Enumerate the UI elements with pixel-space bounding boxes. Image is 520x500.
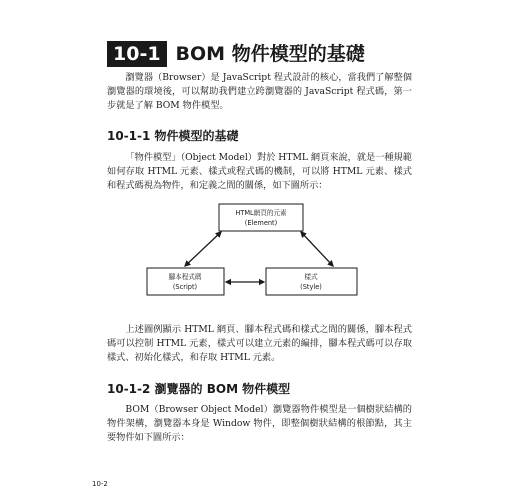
section-heading-10-1-2: 10-1-2 瀏覽器的 BOM 物件模型 — [107, 382, 291, 396]
intro-paragraph: 瀏覽器（Browser）是 JavaScript 程式設計的核心，當我們了解整個瀏覽器的環境後，可以幫助我們建立跨瀏覽器的 JavaScript 程式碼，第一步就是了解 BOM 物件模型。 — [107, 72, 412, 111]
object-model-diagram — [140, 203, 380, 303]
element-node-label: HTML網頁的元素 — [235, 209, 287, 217]
style-node-label: 樣式 — [304, 273, 318, 281]
element-style-arrow — [301, 232, 333, 266]
section-paragraph-10-1-1: 「物件模型」（Object Model）對於 HTML 網頁來說，就是一種規範如何存取 HTML 元素、樣式或程式碼的機制，可以將 HTML 元素、樣式和程式碼視為物件，和定義之間的關係，如下圖所示： — [107, 152, 412, 191]
element-node — [219, 204, 303, 231]
page-number: 10-2 — [92, 480, 108, 488]
script-node-label: 腳本程式碼 — [168, 273, 202, 281]
section-heading-10-1-1: 10-1-1 物件模型的基礎 — [107, 129, 239, 143]
element-node-sublabel: (Element) — [244, 219, 278, 227]
script-node — [147, 268, 224, 295]
element-script-arrow — [185, 232, 221, 266]
chapter-heading — [107, 41, 365, 67]
chapter-number: 10-1 — [107, 41, 167, 67]
script-node-sublabel: (Script) — [172, 283, 198, 291]
style-node — [266, 268, 357, 295]
chapter-title: BOM 物件模型的基礎 — [175, 43, 365, 65]
section-paragraph-10-1-2: BOM（Browser Object Model）瀏覽器物件模型是一個樹狀結構的物件架構，瀏覽器本身是 Window 物件，即整個樹狀結構的根節點，其主要物件如下圖所示： — [107, 404, 412, 443]
style-node-sublabel: (Style) — [300, 283, 322, 291]
diagram-description-paragraph: 上述圖例顯示 HTML 網頁、腳本程式碼和樣式之間的關係，腳本程式碼可以控制 HTML 元素，樣式可以建立元素的編排，腳本程式碼可以存取樣式、初始化樣式，和存取 HTML 元素。 — [107, 324, 412, 363]
